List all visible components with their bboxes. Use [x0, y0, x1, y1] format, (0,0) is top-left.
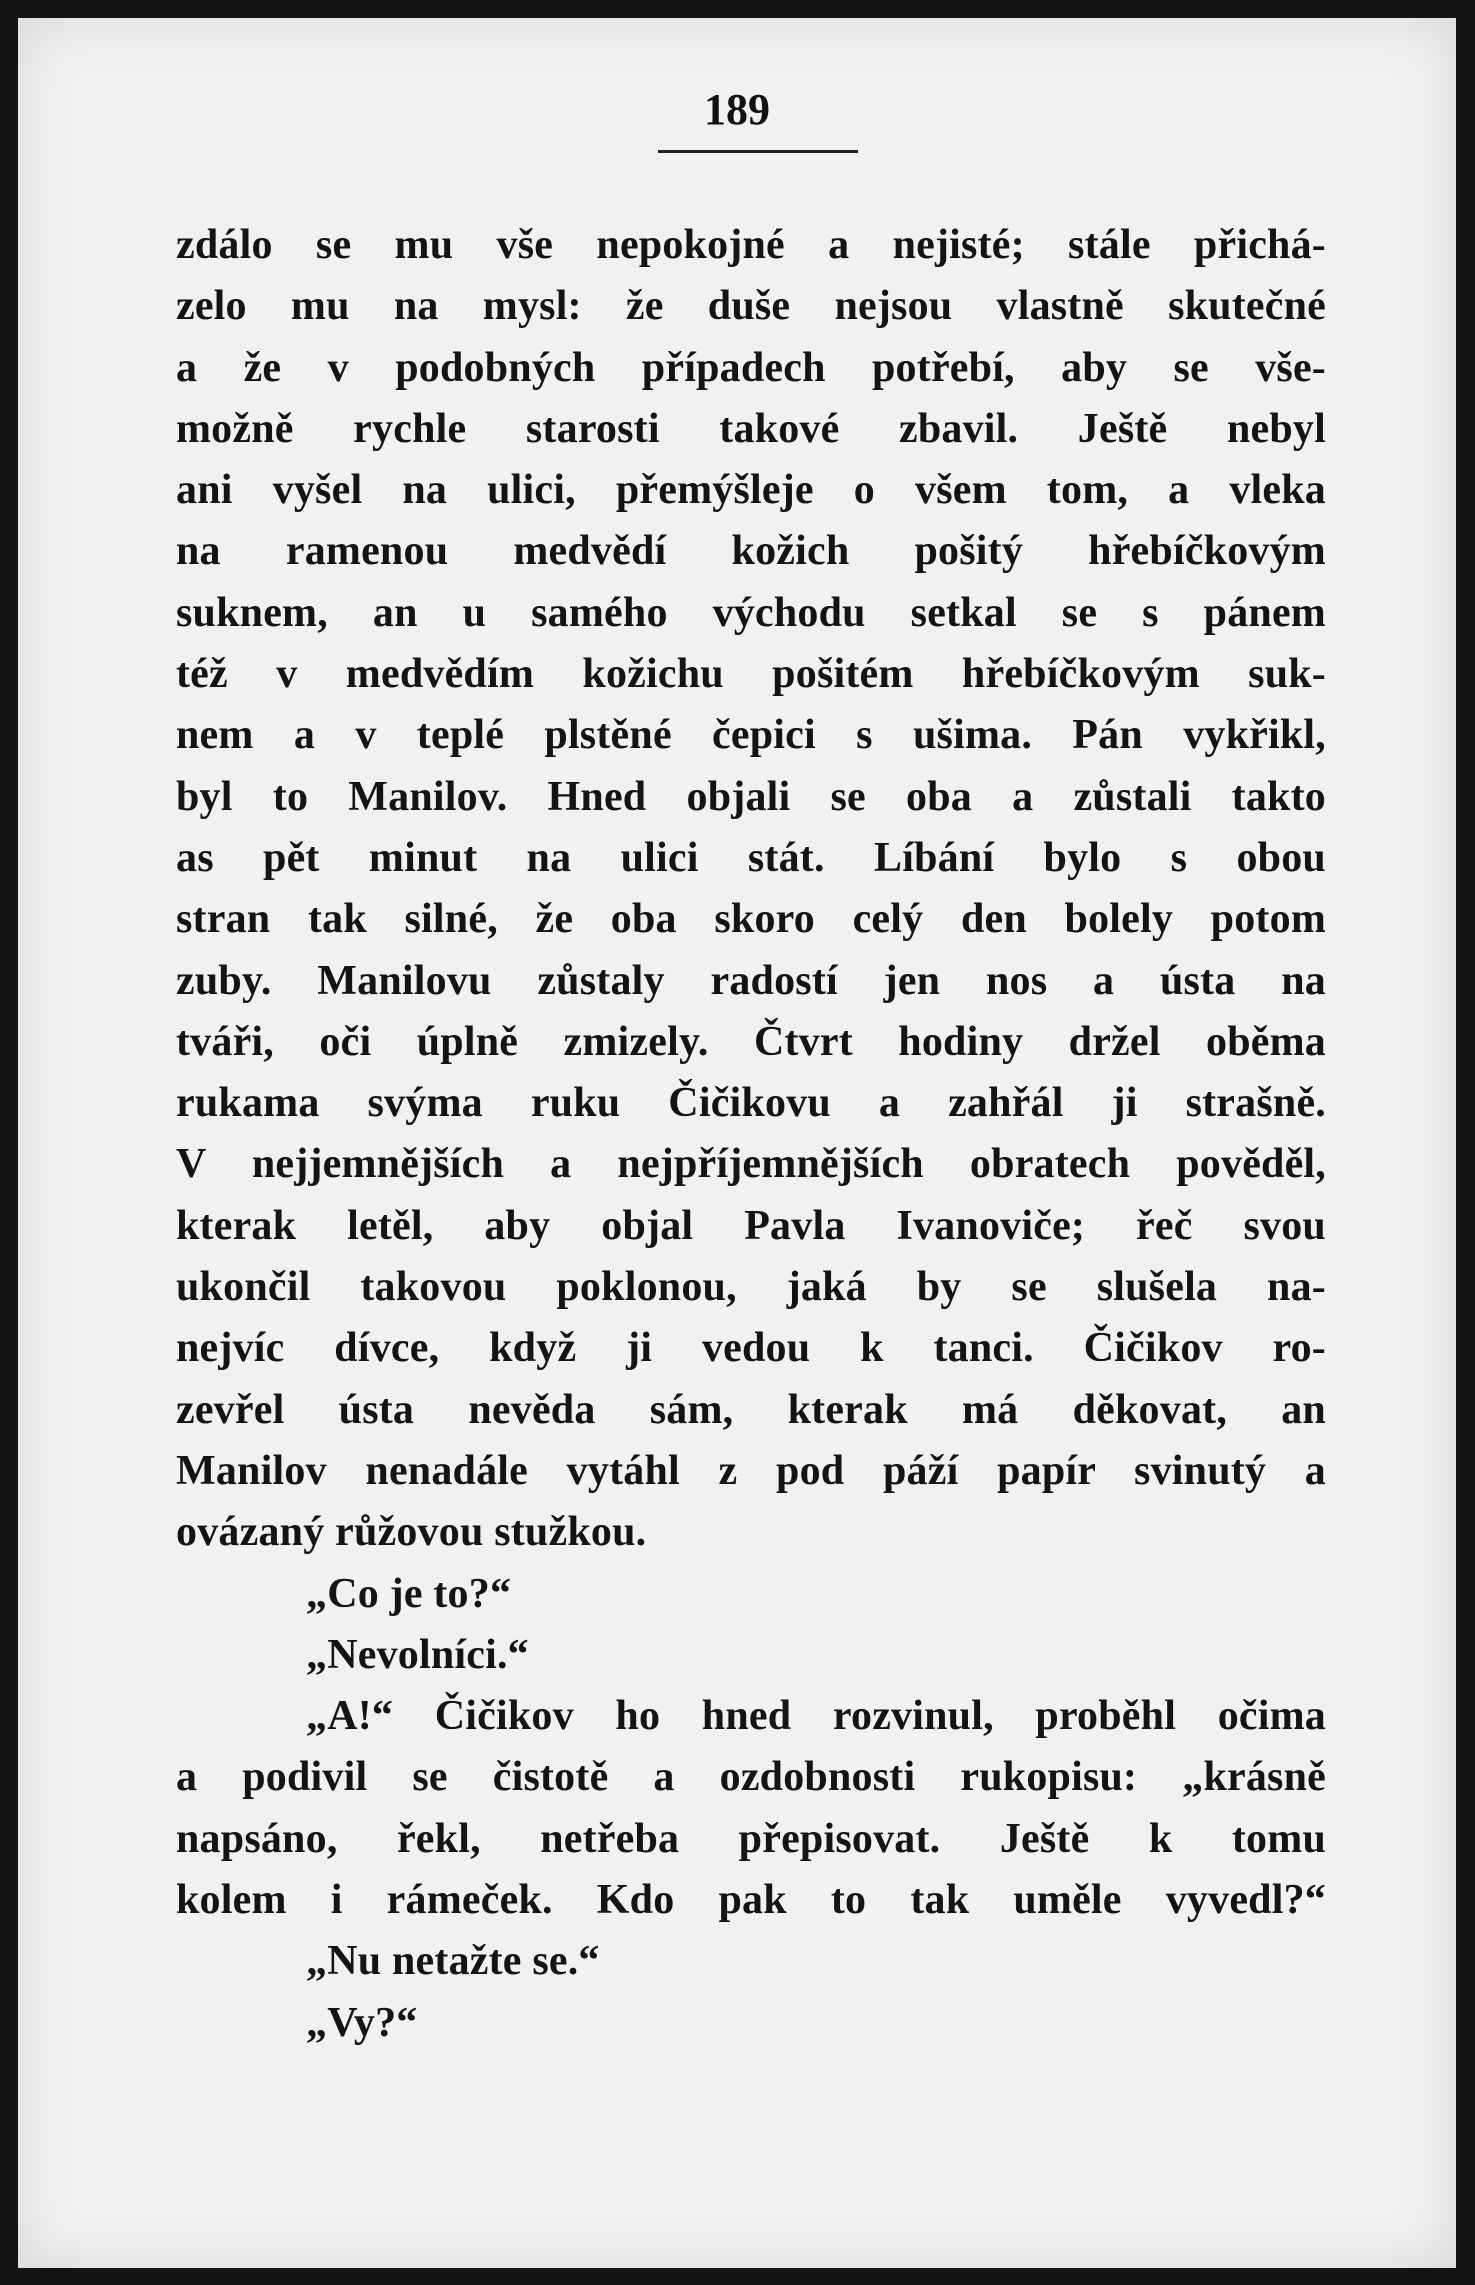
dialogue-line: „Vy?“: [306, 1999, 418, 2046]
text-line: zevřel ústa nevěda sám, kterak má děkovat, an: [176, 1386, 1326, 1433]
text-line: a že v podobných případech potřebí, aby se vše-: [176, 344, 1326, 391]
text-line: as pět minut na ulici stát. Líbání bylo s obou: [176, 834, 1326, 881]
text-line: byl to Manilov. Hned objali se oba a zůstali takto: [176, 773, 1326, 820]
text-line: nejvíc dívce, když ji vedou k tanci. Čičikov ro-: [176, 1325, 1326, 1372]
page-number: 189: [704, 85, 770, 134]
text-line: ovázaný růžovou stužkou.: [176, 1509, 647, 1556]
text-line: V nejjemnějších a nejpříjemnějších obratech pověděl,: [176, 1141, 1326, 1188]
page-number-rule: [658, 150, 858, 153]
dialogue-line: „Co je to?“: [306, 1570, 512, 1617]
text-line: též v medvědím kožichu pošitém hřebíčkovým suk-: [176, 651, 1326, 698]
text-line: zdálo se mu vše nepokojné a nejisté; stále přichá-: [176, 222, 1326, 268]
text-line: zuby. Manilovu zůstaly radostí jen nos a ústa na: [176, 957, 1326, 1004]
dialogue-line: „Nu netažte se.“: [306, 1938, 600, 1985]
text-line: tváři, oči úplně zmizely. Čtvrt hodiny držel oběma: [176, 1018, 1326, 1065]
text-line: kolem i rámeček. Kdo pak to tak uměle vyvedl?“: [176, 1877, 1326, 1924]
dialogue-line: „Nevolníci.“: [306, 1631, 529, 1678]
text-line: možně rychle starosti takové zbavil. Ještě nebyl: [176, 405, 1326, 452]
text-line: zelo mu na mysl: že duše nejsou vlastně skutečné: [176, 283, 1326, 330]
text-line: a podivil se čistotě a ozdobnosti rukopisu: „krásně: [176, 1754, 1326, 1801]
text-line: napsáno, řekl, netřeba přepisovat. Ještě k tomu: [176, 1815, 1326, 1862]
text-line: ani vyšel na ulici, přemýšleje o všem tom, a vleka: [176, 467, 1326, 514]
text-line: nem a v teplé plstěné čepici s ušima. Pán vykřikl,: [176, 712, 1326, 759]
book-page: [18, 18, 1456, 2268]
text-line: na ramenou medvědí kožich pošitý hřebíčkovým: [176, 528, 1326, 575]
text-line: ukončil takovou poklonou, jaká by se slušela na-: [176, 1264, 1326, 1311]
text-line: kterak letěl, aby objal Pavla Ivanoviče; řeč svou: [176, 1202, 1326, 1249]
body-text: [176, 215, 1326, 2054]
text-line: stran tak silné, že oba skoro celý den bolely potom: [176, 896, 1326, 943]
text-line: rukama svýma ruku Čičikovu a zahřál ji strašně.: [176, 1080, 1326, 1127]
text-line: suknem, an u samého východu setkal se s pánem: [176, 589, 1326, 636]
text-line: Manilov nenadále vytáhl z pod páží papír svinutý a: [176, 1447, 1326, 1494]
dialogue-line: „A!“ Čičikov ho hned rozvinul, proběhl očima: [306, 1693, 1326, 1740]
